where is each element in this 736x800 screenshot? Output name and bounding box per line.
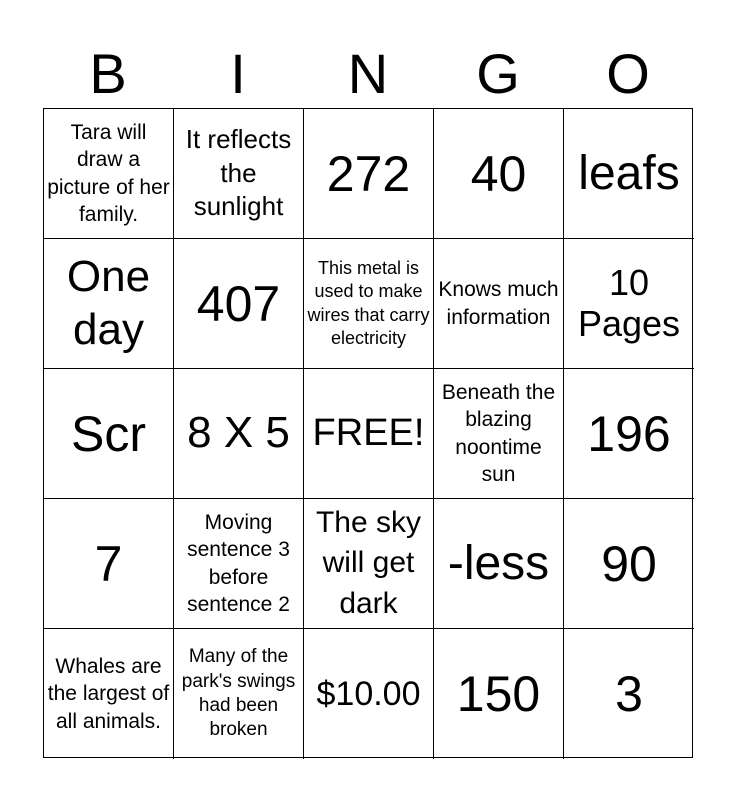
bingo-cell-r5c4: 150: [434, 629, 564, 759]
bingo-cell-r4c2: Moving sentence 3 before sentence 2: [174, 499, 304, 629]
bingo-cell-r3c5: 196: [564, 369, 694, 499]
bingo-board: [43, 108, 693, 758]
bingo-cell-r4c1: 7: [44, 499, 174, 629]
header-letter-g: G: [476, 42, 520, 105]
bingo-cell-r3c4: Beneath the blazing noontime sun: [434, 369, 564, 499]
header-letter-i: I: [230, 42, 246, 105]
bingo-cell-r2c2: 407: [174, 239, 304, 369]
bingo-cell-r2c4: Knows much information: [434, 239, 564, 369]
bingo-cell-r1c4: 40: [434, 109, 564, 239]
bingo-cell-r5c5: 3: [615, 666, 643, 722]
bingo-cell-r4c5: 90: [564, 499, 694, 629]
header-letter-n: N: [347, 42, 389, 105]
bingo-cell-r4c3: The sky will get dark: [304, 499, 434, 629]
bingo-cell-r5c2: Many of the park's swings had been broken: [174, 629, 304, 759]
bingo-header: [43, 40, 693, 108]
bingo-cell-free: FREE!: [304, 369, 434, 499]
bingo-cell-r4c4: -less: [434, 499, 564, 629]
bingo-cell-r1c3: 272: [304, 109, 434, 239]
bingo-cell-r3c1: Scr: [44, 369, 174, 499]
bingo-cell-r1c1: Tara will draw a picture of her family.: [44, 109, 174, 239]
bingo-cell-r3c2: 8 X 5: [174, 369, 304, 499]
bingo-cell-r1c5: leafs: [564, 109, 694, 239]
header-letter-o: O: [606, 42, 650, 105]
bingo-cell-r2c1: One day: [44, 239, 174, 369]
bingo-cell-r2c3: This metal is used to make wires that carry electricity: [304, 239, 434, 369]
bingo-cell-r5c1: Whales are the largest of all animals.: [44, 629, 174, 759]
bingo-cell-r2c5: 10 Pages: [564, 239, 694, 369]
bingo-cell-r1c2: It reflects the sunlight: [174, 109, 304, 239]
bingo-cell-r5c3: $10.00: [304, 629, 434, 759]
header-letter-b: B: [89, 42, 127, 105]
